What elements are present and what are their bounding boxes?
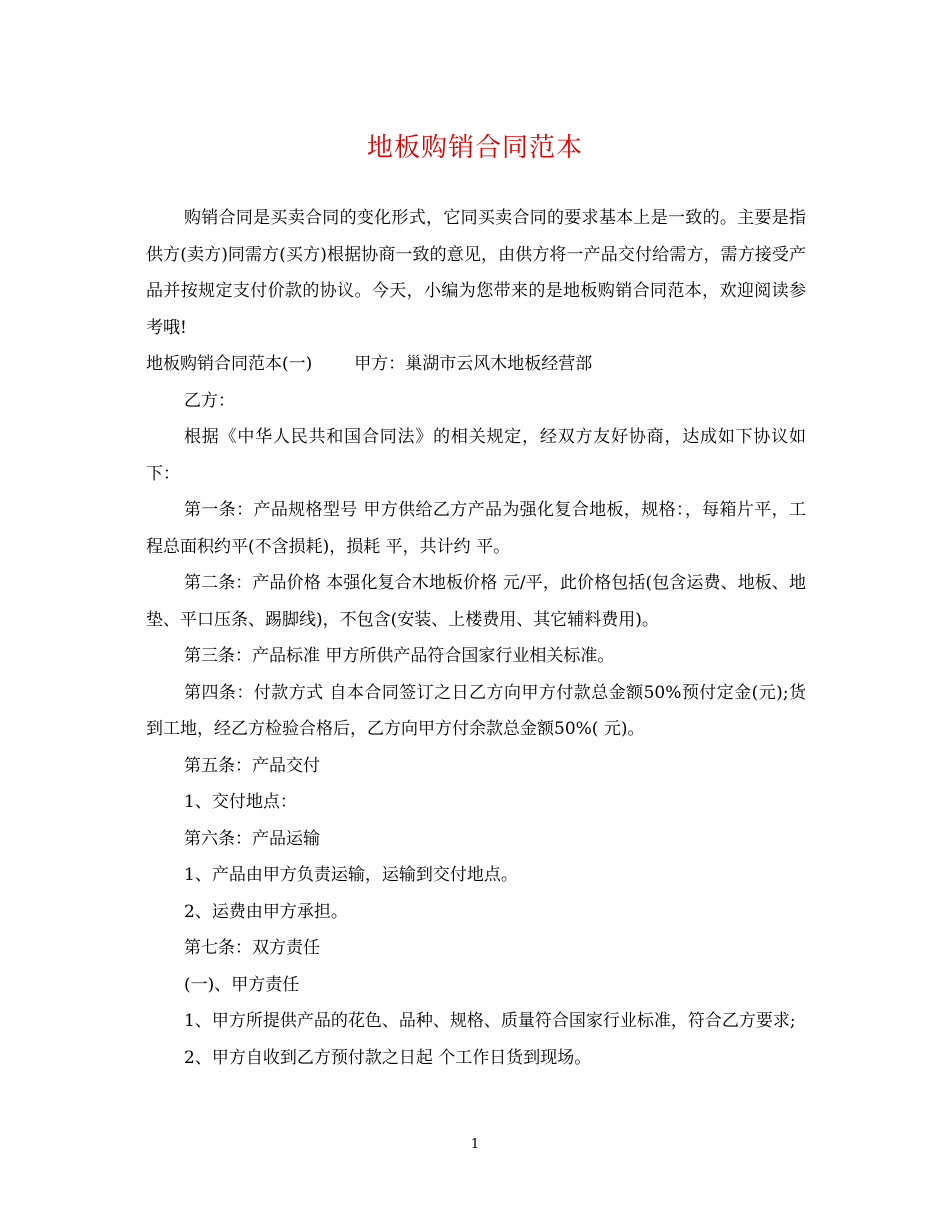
article-7-item-1: 1、甲方所提供产品的花色、品种、规格、质量符合国家行业标准，符合乙方要求;	[184, 1011, 796, 1031]
article-4: 第四条：付款方式 自本合同签订之日乙方向甲方付款总金额50%预付定金(元);货到工地，经乙方检验合格后，乙方向甲方付余款总金额50%( 元)。	[146, 682, 806, 739]
article-5-item-1: 1、交付地点：	[184, 792, 297, 812]
preamble-paragraph: 根据《中华人民共和国合同法》的相关规定，经双方友好协商，达成如下协议如下：	[146, 427, 806, 484]
article-6: 第六条：产品运输	[184, 828, 320, 849]
article-5: 第五条：产品交付	[184, 755, 320, 776]
document-body	[146, 200, 806, 1076]
article-7: 第七条：双方责任	[184, 938, 320, 958]
page-number: 1	[470, 1137, 480, 1152]
document-title: 地板购销合同范本	[366, 133, 583, 163]
article-3: 第三条：产品标准 甲方所供产品符合国家行业相关标准。	[184, 646, 615, 666]
article-6-item-1: 1、产品由甲方负责运输，运输到交付地点。	[184, 865, 518, 885]
section-heading-line	[146, 346, 806, 383]
party-b: 乙方：	[184, 390, 235, 411]
article-7-subsection-1: (一)、甲方责任	[184, 974, 300, 995]
article-6-item-2: 2、运费由甲方承担。	[184, 901, 348, 922]
article-7-item-2: 2、甲方自收到乙方预付款之日起 个工作日货到现场。	[184, 1047, 592, 1068]
article-2: 第二条：产品价格 本强化复合木地板价格 元/平，此价格包括(包含运费、地板、地垫、平口压条、踢脚线)，不包含(安装、上楼费用、其它辅料费用)。	[146, 573, 806, 630]
section-heading: 地板购销合同范本(一)	[146, 354, 313, 374]
intro-paragraph: 购销合同是买卖合同的变化形式，它同买卖合同的要求基本上是一致的。主要是指供方(卖方)同需方(买方)根据协商一致的意见，由供方将一产品交付给需方，需方接受产品并按规定支付价款的协议。今天，小编为您带来的是地板购销合同范本，欢迎阅读参考哦!	[146, 208, 806, 338]
article-1: 第一条：产品规格型号 甲方供给乙方产品为强化复合地板，规格：，每箱片平，工程总面积约平(不含损耗)，损耗 平，共计约 平。	[146, 500, 806, 557]
party-a: 甲方：巢湖市云风木地板经营部	[354, 354, 593, 374]
